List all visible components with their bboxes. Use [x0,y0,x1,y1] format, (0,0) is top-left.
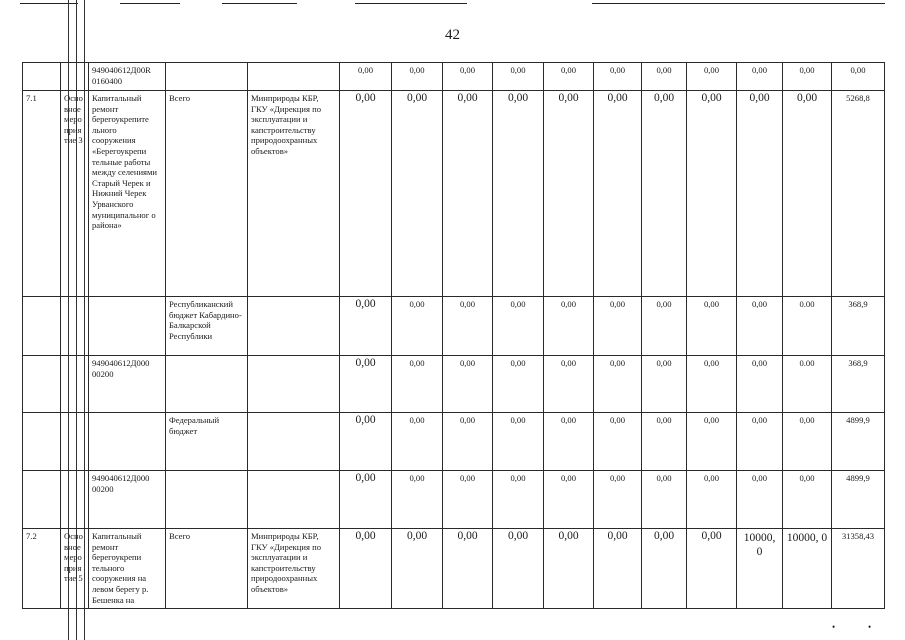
cell-name: 949040612Д00R 0160400 [89,63,166,91]
cell-value: 0,00 [737,356,783,413]
cell-value: 0,00 [392,413,443,471]
cell-value: 10000, 0 [737,529,783,609]
cell-executor [248,297,340,356]
cell-kind [61,297,89,356]
cell-value: 0,00 [594,471,642,529]
cell-value: 0,00 [594,297,642,356]
cell-value: 0,00 [642,91,687,297]
cell-name: 949040612Д000 00200 [89,471,166,529]
cell-value: 0,00 [443,356,493,413]
cell-no [23,297,61,356]
cell-value: 0,00 [687,91,737,297]
cell-value: 0,00 [737,91,783,297]
cell-name [89,413,166,471]
cell-executor [248,63,340,91]
cell-kind [61,471,89,529]
cell-total: 4899,9 [832,413,885,471]
cell-source: Федеральный бюджет [166,413,248,471]
cell-value: 0,00 [687,529,737,609]
cell-no: 7.1 [23,91,61,297]
table-row [23,413,885,471]
cell-executor: Минприроды КБР, ГКУ «Дирекция по эксплуатации и капстроительству природоохранных объектов» [248,91,340,297]
cell-no [23,356,61,413]
cell-value: 0,00 [392,529,443,609]
cell-total: 5268,8 [832,91,885,297]
cell-value: 0,00 [493,91,544,297]
cell-value: 0,00 [642,471,687,529]
budget-table [22,62,885,609]
footer-mark-right: • [868,622,872,632]
cell-value: 0,00 [544,297,594,356]
cell-value: 0,00 [783,91,832,297]
table-row [23,297,885,356]
cell-value: 0,00 [443,413,493,471]
cell-executor [248,471,340,529]
cell-kind [61,356,89,413]
cell-value: 0,00 [493,529,544,609]
cell-value: 0,00 [544,529,594,609]
cell-executor [248,356,340,413]
cell-value: 0,00 [594,91,642,297]
cell-value: 0,00 [594,413,642,471]
cell-value: 0,00 [594,63,642,91]
cell-no [23,63,61,91]
cell-value: 0,00 [443,297,493,356]
table-row [23,91,885,297]
cell-value: 0,00 [340,471,392,529]
cell-value: 0,00 [340,297,392,356]
cell-name [89,297,166,356]
cell-total: 0,00 [832,63,885,91]
top-rule-3 [222,3,297,4]
cell-name: 949040612Д000 00200 [89,356,166,413]
cell-value: 0,00 [392,471,443,529]
cell-source: Всего [166,91,248,297]
cell-value: 0,00 [392,356,443,413]
cell-value: 0,00 [544,91,594,297]
cell-value: 0,00 [687,471,737,529]
top-rule-4 [355,3,467,4]
cell-value: 0,00 [392,91,443,297]
cell-value: 0,00 [642,63,687,91]
cell-source [166,356,248,413]
cell-value: 0.00 [783,297,832,356]
page-number: 42 [445,27,460,43]
cell-value: 0,00 [642,356,687,413]
table-row [23,356,885,413]
cell-value: 0,00 [340,91,392,297]
cell-value: 0,00 [443,63,493,91]
cell-source [166,63,248,91]
cell-value: 0.00 [783,356,832,413]
cell-name: Капитальный ремонт берегоукрепите льного сооружения «Берегоукрепи тельные работы между селениями Старый Черек и Нижний Черек Урванского муниципальног о района» [89,91,166,297]
cell-total: 368,9 [832,297,885,356]
footer-mark-left: • [832,622,836,632]
cell-value: 0,00 [642,413,687,471]
top-rule-1 [20,3,78,4]
cell-value: 0,00 [687,63,737,91]
cell-value: 0,00 [493,63,544,91]
cell-source: Республиканский бюджет Кабардино-Балкарской Республики [166,297,248,356]
cell-source [166,471,248,529]
cell-value: 0,00 [737,63,783,91]
cell-executor [248,413,340,471]
cell-kind: Осно вное меро прия тие 5 [61,529,89,609]
cell-kind [61,413,89,471]
cell-value: 0,00 [687,413,737,471]
cell-value: 10000, 0 [783,529,832,609]
cell-value: 0,00 [544,356,594,413]
table-row [23,529,885,609]
cell-source: Всего [166,529,248,609]
cell-value: 0,00 [783,63,832,91]
table-row [23,63,885,91]
cell-value: 0,00 [493,471,544,529]
cell-value: 0,00 [737,297,783,356]
cell-value: 0,00 [687,356,737,413]
cell-value: 0,00 [544,63,594,91]
cell-value: 0,00 [642,529,687,609]
cell-value: 0,00 [493,356,544,413]
cell-value: 0,00 [493,413,544,471]
cell-value: 0,00 [340,529,392,609]
cell-value: 0,00 [340,356,392,413]
cell-value: 0,00 [783,471,832,529]
cell-no: 7.2 [23,529,61,609]
cell-no [23,413,61,471]
cell-no [23,471,61,529]
cell-value: 0,00 [392,297,443,356]
cell-value: 0,00 [737,413,783,471]
cell-value: 0,00 [642,297,687,356]
table-row [23,471,885,529]
cell-value: 0,00 [594,356,642,413]
cell-value: 0,00 [737,471,783,529]
cell-total: 31358,43 [832,529,885,609]
cell-value: 0,00 [340,63,392,91]
cell-kind: Осно вное меро прия тие 3 [61,91,89,297]
cell-total: 368,9 [832,356,885,413]
cell-value: 0,00 [493,297,544,356]
cell-value: 0,00 [443,529,493,609]
cell-value: 0,00 [544,471,594,529]
cell-value: 0,00 [392,63,443,91]
cell-value: 0,00 [443,91,493,297]
cell-kind [61,63,89,91]
cell-value: 0,00 [594,529,642,609]
cell-name: Капитальный ремонт берегоукрепи тельного сооружения на левом берегу р. Бешенка на [89,529,166,609]
cell-value: 0,00 [687,297,737,356]
cell-value: 0,00 [340,413,392,471]
cell-value: 0,00 [783,413,832,471]
top-rule-5 [592,3,885,4]
cell-value: 0,00 [544,413,594,471]
cell-value: 0,00 [443,471,493,529]
top-rule-2 [120,3,180,4]
cell-total: 4899,9 [832,471,885,529]
cell-executor: Минприроды КБР, ГКУ «Дирекция по эксплуатации и капстроительству природоохранных объектов» [248,529,340,609]
